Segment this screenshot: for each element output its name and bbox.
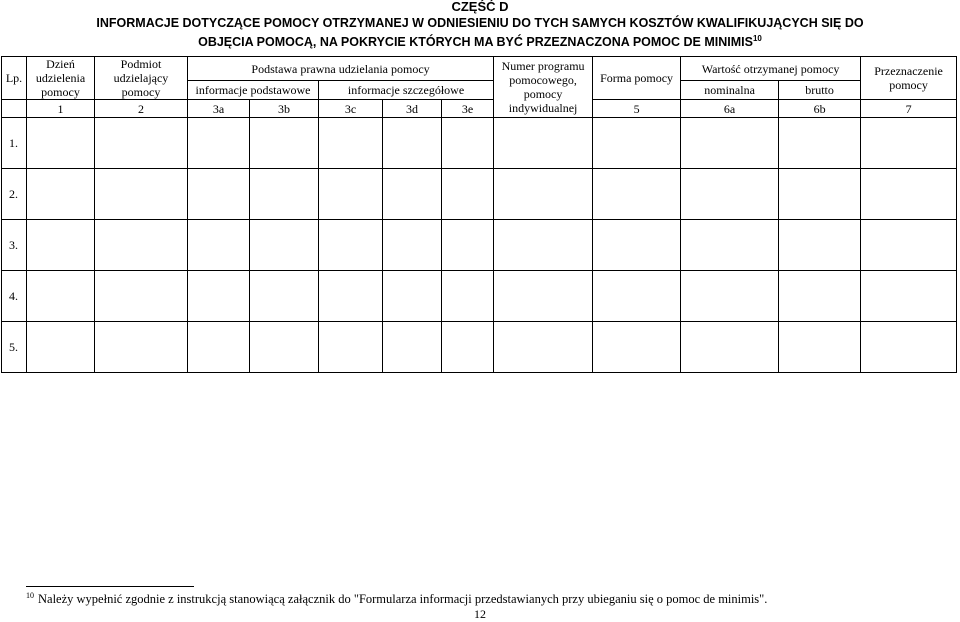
footnote-text: Należy wypełnić zgodnie z instrukcją stanowiącą załącznik do "Formularza informacji przedstawianych przy ubieganiu się o pomoc de minimis". <box>38 592 768 607</box>
section-title-line2-text: OBJĘCIA POMOCĄ, NA POKRYCIE KTÓRYCH MA BYĆ PRZEZNACZONA POMOC DE MINIMIS <box>198 35 753 50</box>
cell-aid-purpose[interactable] <box>861 169 957 220</box>
cell-program-number[interactable] <box>494 271 593 322</box>
cell-granting-entity[interactable] <box>95 118 188 169</box>
column-number: 3d <box>383 100 442 118</box>
footnote-mark: 10 <box>26 591 34 600</box>
cell-nominal[interactable] <box>681 220 779 271</box>
row-number: 2. <box>2 169 27 220</box>
cell-3c[interactable] <box>319 118 383 169</box>
cell-granting-entity[interactable] <box>95 322 188 373</box>
page-number: 12 <box>474 607 486 621</box>
cell-program-number[interactable] <box>494 118 593 169</box>
cell-granting-entity[interactable] <box>95 169 188 220</box>
header-aid-purpose: Przeznaczenie pomocy <box>861 57 957 100</box>
cell-3a[interactable] <box>188 118 250 169</box>
cell-3b[interactable] <box>250 220 319 271</box>
table-row <box>2 169 957 220</box>
cell-3c[interactable] <box>319 169 383 220</box>
column-number: 3c <box>319 100 383 118</box>
cell-aid-purpose[interactable] <box>861 220 957 271</box>
cell-3b[interactable] <box>250 271 319 322</box>
section-title-line1: INFORMACJE DOTYCZĄCE POMOCY OTRZYMANEJ W ODNIESIENIU DO TYCH SAMYCH KOSZTÓW KWALIFIKUJĄCYCH SIĘ DO <box>96 16 864 30</box>
header-legal-basis: Podstawa prawna udzielania pomocy <box>188 57 494 81</box>
column-number: 5 <box>593 100 681 118</box>
cell-3c[interactable] <box>319 271 383 322</box>
cell-program-number[interactable] <box>494 169 593 220</box>
aid-table <box>1 56 957 373</box>
column-number: 6a <box>681 100 779 118</box>
cell-aid-form[interactable] <box>593 169 681 220</box>
table-row <box>2 322 957 373</box>
cell-nominal[interactable] <box>681 322 779 373</box>
header-nominal: nominalna <box>681 81 779 100</box>
cell-3d[interactable] <box>383 118 442 169</box>
cell-3b[interactable] <box>250 169 319 220</box>
cell-aid-date[interactable] <box>27 169 95 220</box>
header-program-number: Numer programu pomocowego, pomocy indywidualnej <box>494 57 593 118</box>
cell-aid-date[interactable] <box>27 118 95 169</box>
cell-nominal[interactable] <box>681 118 779 169</box>
cell-gross[interactable] <box>779 271 861 322</box>
cell-3b[interactable] <box>250 118 319 169</box>
column-number: 3e <box>442 100 494 118</box>
cell-3e[interactable] <box>442 271 494 322</box>
cell-3d[interactable] <box>383 169 442 220</box>
cell-program-number[interactable] <box>494 322 593 373</box>
cell-aid-date[interactable] <box>27 271 95 322</box>
header-granting-entity: Podmiot udzielający pomocy <box>95 57 188 100</box>
cell-3a[interactable] <box>188 220 250 271</box>
header-lp: Lp. <box>2 57 27 100</box>
cell-nominal[interactable] <box>681 169 779 220</box>
header-detail-info: informacje szczegółowe <box>319 81 494 100</box>
cell-program-number[interactable] <box>494 220 593 271</box>
cell-3d[interactable] <box>383 322 442 373</box>
cell-3a[interactable] <box>188 322 250 373</box>
column-number: 7 <box>861 100 957 118</box>
cell-aid-form[interactable] <box>593 271 681 322</box>
header-aid-date: Dzień udzielenia pomocy <box>27 57 95 100</box>
column-number: 3b <box>250 100 319 118</box>
cell-3a[interactable] <box>188 271 250 322</box>
cell-3c[interactable] <box>319 322 383 373</box>
part-title: CZĘŚĆ D <box>451 0 509 14</box>
header-gross: brutto <box>779 81 861 100</box>
cell-3b[interactable] <box>250 322 319 373</box>
cell-nominal[interactable] <box>681 271 779 322</box>
cell-granting-entity[interactable] <box>95 271 188 322</box>
cell-aid-purpose[interactable] <box>861 271 957 322</box>
table-row <box>2 271 957 322</box>
column-number: 2 <box>95 100 188 118</box>
column-number: 1 <box>27 100 95 118</box>
cell-3e[interactable] <box>442 118 494 169</box>
row-number: 3. <box>2 220 27 271</box>
cell-3e[interactable] <box>442 220 494 271</box>
cell-aid-date[interactable] <box>27 220 95 271</box>
row-number: 1. <box>2 118 27 169</box>
cell-3d[interactable] <box>383 271 442 322</box>
footnote <box>26 591 767 607</box>
column-number: 6b <box>779 100 861 118</box>
column-number: 3a <box>188 100 250 118</box>
row-number: 5. <box>2 322 27 373</box>
header-aid-form: Forma pomocy <box>593 57 681 100</box>
cell-gross[interactable] <box>779 118 861 169</box>
cell-granting-entity[interactable] <box>95 220 188 271</box>
cell-3c[interactable] <box>319 220 383 271</box>
cell-aid-date[interactable] <box>27 322 95 373</box>
column-number-blank <box>2 100 27 118</box>
cell-3a[interactable] <box>188 169 250 220</box>
cell-aid-form[interactable] <box>593 118 681 169</box>
cell-gross[interactable] <box>779 169 861 220</box>
footnote-separator <box>26 586 194 587</box>
table-row <box>2 118 957 169</box>
header-aid-value: Wartość otrzymanej pomocy <box>681 57 861 81</box>
row-number: 4. <box>2 271 27 322</box>
cell-aid-purpose[interactable] <box>861 322 957 373</box>
cell-aid-form[interactable] <box>593 322 681 373</box>
cell-3e[interactable] <box>442 169 494 220</box>
cell-3e[interactable] <box>442 322 494 373</box>
cell-3d[interactable] <box>383 220 442 271</box>
cell-aid-form[interactable] <box>593 220 681 271</box>
section-title-line2 <box>0 32 960 49</box>
cell-gross[interactable] <box>779 220 861 271</box>
table-row <box>2 220 957 271</box>
header-basic-info: informacje podstawowe <box>188 81 319 100</box>
cell-aid-purpose[interactable] <box>861 118 957 169</box>
cell-gross[interactable] <box>779 322 861 373</box>
footnote-reference: 10 <box>752 34 762 43</box>
